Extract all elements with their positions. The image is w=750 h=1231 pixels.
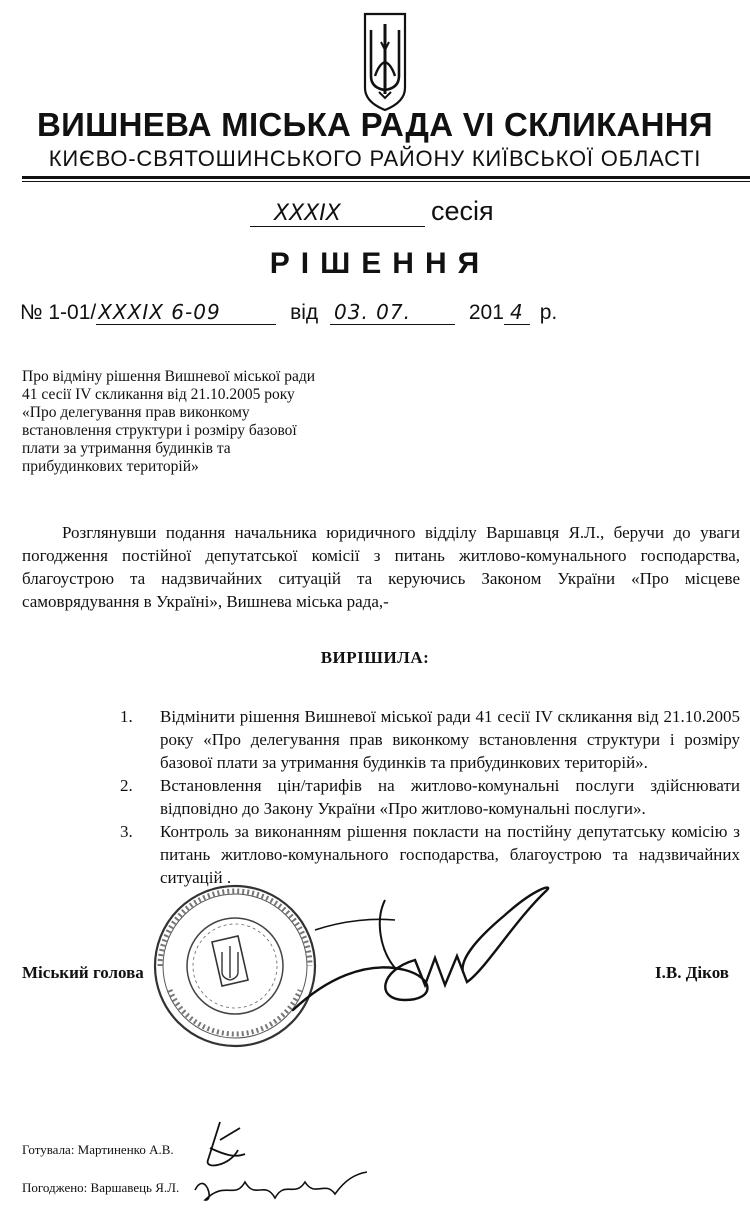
session-line: [250, 196, 550, 232]
decision-date: 03. 07.: [330, 300, 455, 325]
year-unit: р.: [539, 301, 558, 324]
from-label: від: [290, 301, 319, 324]
agreed-signature-icon: [185, 1160, 375, 1210]
prepared-by: Готувала: Мартиненко А.В.: [22, 1142, 174, 1157]
subject-line: «Про делегування прав виконкому: [22, 404, 250, 421]
item-text: Контроль за виконанням рішення покласти на постійну депутатську комісію з питань житлово-комунального господарства, благоустрою та надзвичайних ситуацій .: [160, 822, 740, 887]
agreed-by: Погоджено: Варшавець Я.Л.: [22, 1180, 180, 1195]
subject-line: прибудинкових територій»: [22, 458, 199, 475]
list-item: [120, 705, 740, 774]
handwritten-signature-icon: [285, 860, 560, 1020]
header-divider-thin: [22, 181, 750, 182]
year-suffix: 4: [504, 300, 530, 325]
subject-line: плати за утримання будинків та: [22, 440, 231, 457]
session-number: XXXIX: [250, 201, 425, 227]
decision-subject: [22, 368, 362, 476]
decision-title: РІШЕННЯ: [269, 247, 491, 280]
preamble-paragraph: Розглянувши подання начальника юридичного відділу Варшавця Я.Л., беручи до уваги погодження постійної депутатської комісії з питань житлово-комунального господарства, благоустрою та надзвичайних ситуацій та керуючись Законом України «Про місцеве самоврядування в Україні», Вишнева міська рада,-: [22, 523, 740, 611]
item-text: Встановлення цін/тарифів на житлово-комунальні послуги здійснювати відповідно до Закону України «Про житлово-комунальні послуги».: [160, 776, 740, 818]
mayor-label: Міський голова: [22, 963, 144, 982]
decision-number-line: [20, 300, 740, 332]
decision-number: XXXIX 6-09: [96, 300, 276, 325]
item-number: 1.: [120, 707, 133, 726]
subject-line: встановлення структури і розміру базової: [22, 422, 297, 439]
subject-line: 41 сесії IV скликання від 21.10.2005 року: [22, 386, 295, 403]
subject-line: Про відміну рішення Вишневої міської ради: [22, 368, 316, 385]
session-label: сесія: [431, 196, 494, 226]
council-title: ВИШНЕВА МІСЬКА РАДА VI СКЛИКАННЯ: [37, 106, 713, 143]
item-number: 3.: [120, 822, 133, 841]
item-text: Відмінити рішення Вишневої міської ради 41 сесії IV скликання від 21.10.2005 року «Про делегування прав виконкому встановлення структури і розміру базової плати за утримання будинків та прибудинкових територій».: [160, 707, 740, 772]
year-prefix: 201: [468, 301, 504, 324]
resolved-heading: ВИРІШИЛА:: [320, 648, 430, 667]
mayor-name: І.В. Діков: [655, 963, 729, 982]
list-item: [120, 774, 740, 820]
header-divider-thick: [22, 176, 750, 179]
ukraine-trident-icon: [359, 6, 411, 112]
number-prefix: № 1-01/: [20, 301, 97, 324]
district-title: КИЄВО-СВЯТОШИНСЬКОГО РАЙОНУ КИЇВСЬКОЇ ОБЛАСТІ: [48, 146, 702, 171]
item-number: 2.: [120, 776, 133, 795]
